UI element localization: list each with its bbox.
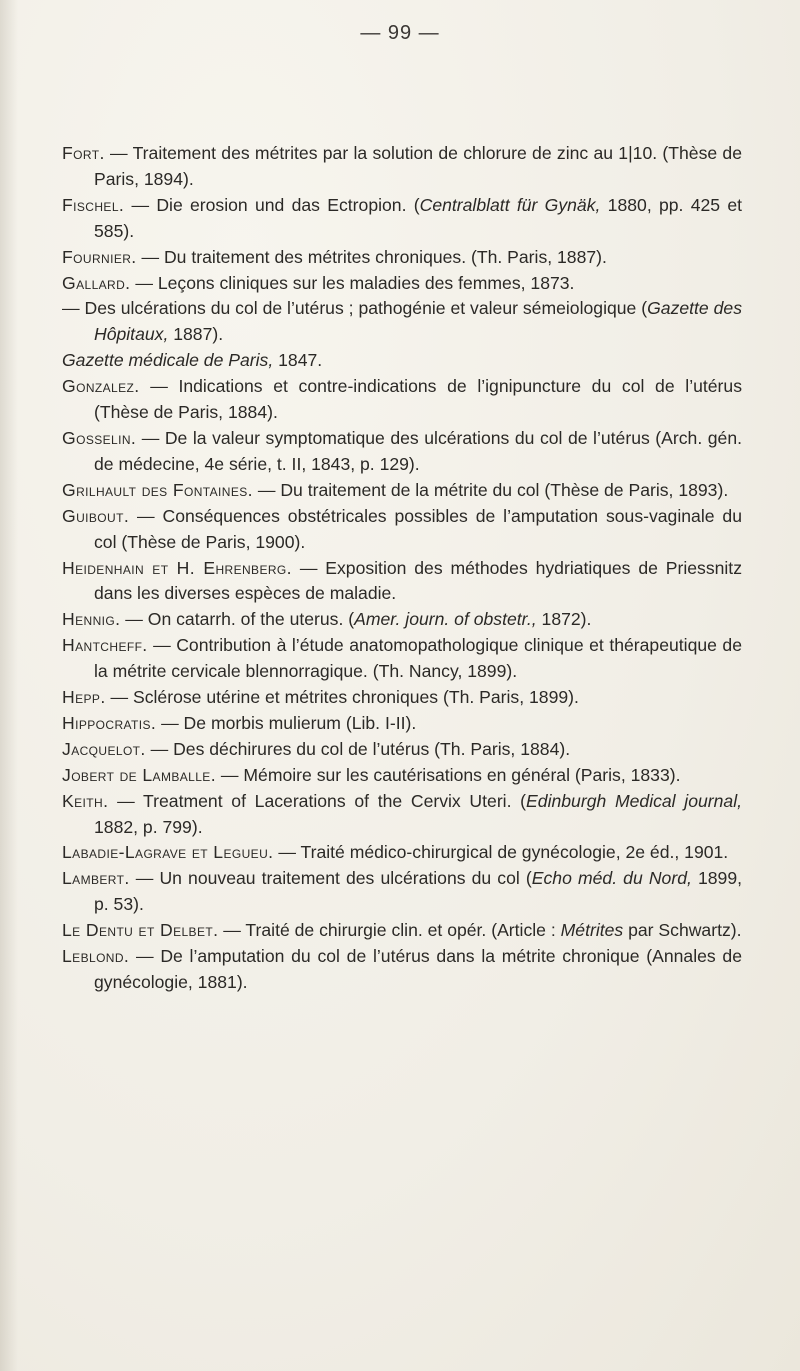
- bibliography-entry: [62, 504, 742, 556]
- bibliography-entry: [62, 556, 742, 608]
- entry-journal: Edinburgh Medical journal,: [526, 790, 742, 811]
- bibliography-entry: [62, 737, 742, 763]
- entry-author: Le Dentu et Delbet.: [62, 920, 219, 941]
- bibliography-entry: [62, 866, 742, 918]
- entry-journal: Métrites: [560, 920, 624, 941]
- entry-author: Jobert de Lamballe.: [62, 764, 216, 785]
- entry-author: Fischel.: [62, 194, 125, 215]
- bibliography-entry: [62, 944, 742, 996]
- bibliography-entry: [62, 296, 742, 348]
- entry-text: — Traité médico-chirurgical de gynécologie, 2e éd., 1901.: [278, 842, 729, 863]
- entry-author: Jacquelot.: [62, 738, 146, 759]
- bibliography-entry: [62, 478, 742, 504]
- bibliography-entry: [62, 763, 742, 789]
- entry-text: — Die erosion und das Ectropion. (: [131, 194, 420, 215]
- entry-author: Heidenhain et H. Ehrenberg.: [62, 557, 292, 578]
- entry-text: — De l’amputation du col de l’utérus dans la métrite chronique (Annales de gynécologie, 1881).: [94, 946, 743, 992]
- entry-text: — Leçons cliniques sur les maladies des femmes, 1873.: [135, 272, 575, 293]
- page-gutter-shadow: [0, 0, 18, 1371]
- entry-journal: Echo méd. du Nord,: [531, 868, 692, 889]
- entry-author: Guibout.: [62, 505, 130, 526]
- bibliography-entry: [62, 348, 742, 374]
- entry-text: — De la valeur symptomatique des ulcérations du col de l’utérus (Arch. gén. de médecine, 4e série, t. II, 1843, p. 129).: [94, 427, 742, 474]
- entry-text: — Traitement des métrites par la solution de chlorure de zinc au 1|10. (Thèse de Paris, 1894).: [94, 143, 742, 189]
- entry-author: Hantcheff.: [62, 635, 148, 656]
- entry-text: — Des déchirures du col de l’utérus (Th. Paris, 1884).: [150, 738, 571, 759]
- entry-author: Hippocratis.: [62, 712, 157, 733]
- entry-text-after: 1847.: [273, 350, 323, 371]
- entry-text: — De morbis mulierum (Lib. I-II).: [161, 712, 417, 733]
- entry-author: Fort.: [62, 143, 105, 163]
- entry-author: Leblond.: [62, 946, 130, 967]
- bibliography-list: [62, 141, 742, 996]
- bibliography-entry: [62, 711, 742, 737]
- entry-text-after: 1882, p. 799).: [94, 816, 203, 837]
- entry-author: Grilhault des Fontaines.: [62, 479, 253, 500]
- entry-author: Hennig.: [62, 609, 121, 630]
- entry-text: — Du traitement de la métrite du col (Thèse de Paris, 1893).: [257, 479, 729, 500]
- entry-text: — Traité de chirurgie clin. et opér. (Article :: [223, 920, 561, 941]
- entry-author: Gosselin.: [62, 427, 137, 448]
- bibliography-entry: [62, 426, 742, 478]
- entry-text-after: par Schwartz).: [623, 920, 742, 941]
- entry-text: — Treatment of Lacerations of the Cervix Uteri. (: [117, 790, 527, 811]
- bibliography-entry: [62, 141, 742, 193]
- bibliography-entry: [62, 918, 742, 944]
- entry-journal: Amer. journ. of obstetr.,: [354, 609, 537, 630]
- entry-text-after: 1899, p. 53).: [94, 868, 743, 915]
- entry-text-after: 1880, pp. 425 et 585).: [94, 194, 743, 241]
- entry-journal: Gazette médicale de Paris,: [62, 350, 274, 371]
- entry-author: Gallard.: [62, 272, 131, 293]
- entry-text: — Exposition des méthodes hydriatiques de Priessnitz dans les diverses espèces de maladie.: [94, 557, 742, 604]
- bibliography-entry: [62, 245, 742, 271]
- bibliography-entry: [62, 193, 742, 245]
- entry-journal: Gazette des Hôpitaux,: [94, 298, 742, 345]
- entry-author: Lambert.: [62, 868, 130, 889]
- bibliography-entry: [62, 374, 742, 426]
- entry-text: — Du traitement des métrites chroniques. (Th. Paris, 1887).: [141, 246, 607, 267]
- page-number: — 99 —: [360, 22, 440, 44]
- entry-text: — On catarrh. of the uterus. (: [125, 609, 355, 630]
- bibliography-entry: [62, 271, 742, 297]
- entry-text: — Sclérose utérine et métrites chroniques (Th. Paris, 1899).: [110, 687, 579, 708]
- entry-text: — Des ulcérations du col de l’utérus ; pathogénie et valeur sémeiologique (: [62, 298, 648, 319]
- entry-text: — Mémoire sur les cautérisations en général (Paris, 1833).: [220, 764, 681, 785]
- bibliography-entry: [62, 789, 742, 841]
- entry-text: — Contribution à l’étude anatomopathologique clinique et thérapeutique de la métrite cervicale blennorragique. (Th. Nancy, 1899).: [94, 635, 742, 682]
- entry-text-after: 1872).: [536, 609, 592, 630]
- bibliography-entry: [62, 633, 742, 685]
- entry-author: Keith.: [62, 790, 109, 811]
- entry-text: — Un nouveau traitement des ulcérations du col (: [135, 868, 532, 889]
- entry-text: — Conséquences obstétricales possibles de l’amputation sous-vaginale du col (Thèse de Paris, 1900).: [94, 505, 742, 552]
- entry-author: Hepp.: [62, 687, 106, 708]
- bibliography-entry: [62, 840, 742, 866]
- bibliography-entry: [62, 685, 742, 711]
- entry-text: — Indications et contre-indications de l’ignipuncture du col de l’utérus (Thèse de Paris, 1884).: [94, 376, 742, 423]
- entry-author: Labadie-Lagrave et Legueu.: [62, 842, 274, 863]
- entry-journal: Centralblatt für Gynäk,: [419, 194, 601, 215]
- entry-text-after: 1887).: [168, 324, 224, 345]
- entry-author: Fournier.: [62, 246, 137, 267]
- bibliography-entry: [62, 607, 742, 633]
- entry-author: Gonzalez.: [62, 376, 140, 397]
